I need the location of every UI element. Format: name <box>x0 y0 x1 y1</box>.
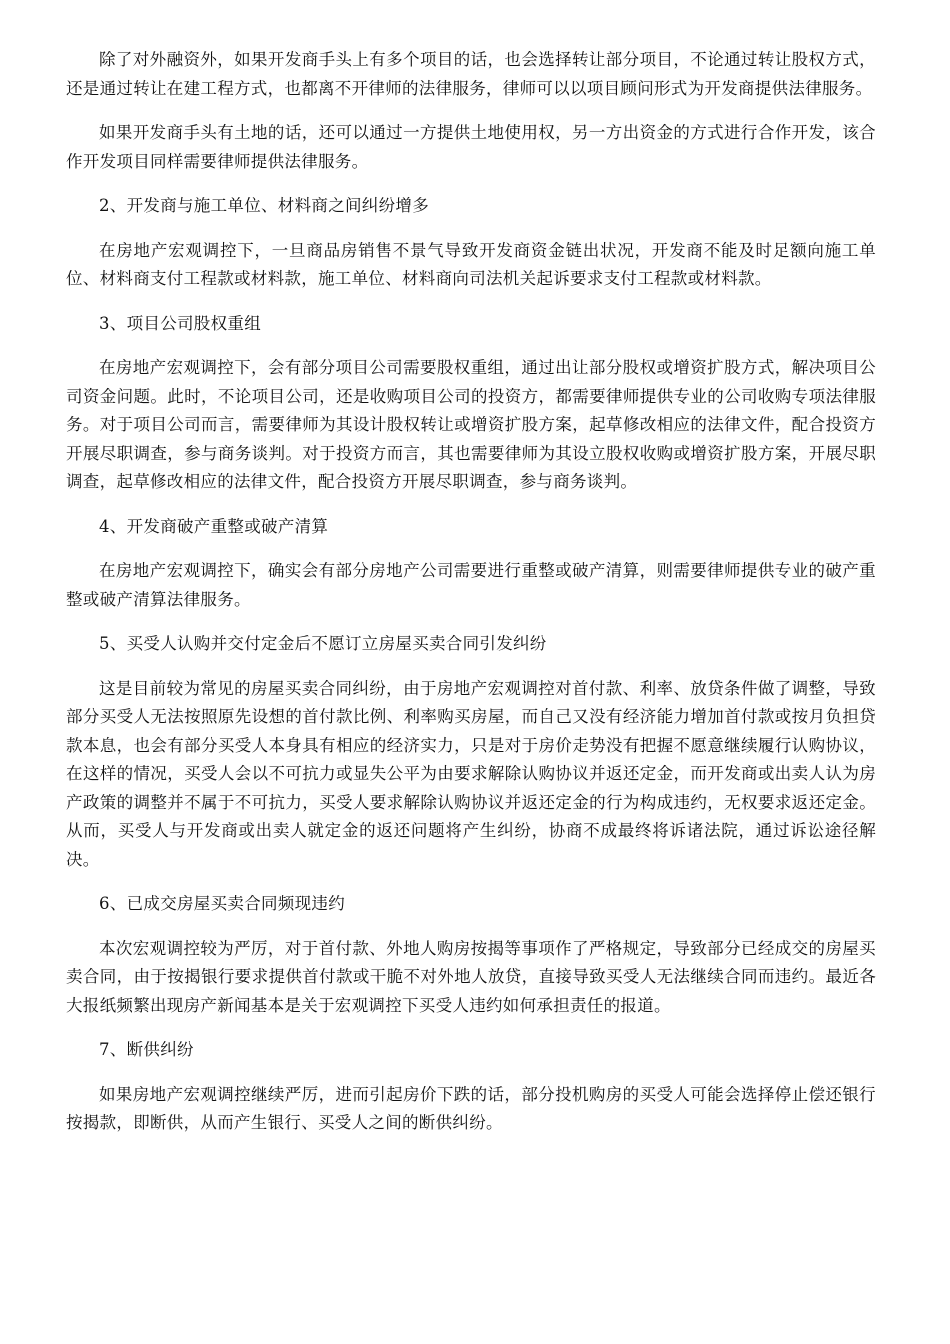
paragraph-spacer <box>66 103 876 119</box>
paragraph-spacer <box>66 541 876 557</box>
paragraph-spacer <box>66 614 876 630</box>
paragraph-spacer <box>66 919 876 935</box>
paragraph: 在房地产宏观调控下，确实会有部分房地产公司需要进行重整或破产清算，则需要律师提供专业的破产重整或破产清算法律服务。 <box>66 561 876 609</box>
paragraph-spacer <box>66 176 876 192</box>
paragraph-spacer <box>66 874 876 890</box>
section-heading: 5、买受人认购并交付定金后不愿订立房屋买卖合同引发纠纷 <box>99 634 547 653</box>
paragraph-spacer <box>66 497 876 513</box>
section-heading: 6、已成交房屋买卖合同频现违约 <box>99 894 345 913</box>
paragraph-spacer <box>66 294 876 310</box>
paragraph: 除了对外融资外，如果开发商手头上有多个项目的话，也会选择转让部分项目，不论通过转让股权方式，还是通过转让在建工程方式，也都离不开律师的法律服务，律师可以以项目顾问形式为开发商提供法律服务。 <box>66 50 876 98</box>
paragraph: 在房地产宏观调控下，一旦商品房销售不景气导致开发商资金链出状况，开发商不能及时足额向施工单位、材料商支付工程款或材料款，施工单位、材料商向司法机关起诉要求支付工程款或材料款。 <box>66 240 876 288</box>
paragraph-spacer <box>66 1020 876 1036</box>
paragraph: 如果房地产宏观调控继续严厉，进而引起房价下跌的话，部分投机购房的买受人可能会选择停止偿还银行按揭款，即断供，从而产生银行、买受人之间的断供纠纷。 <box>66 1084 876 1132</box>
paragraph-spacer <box>66 1065 876 1081</box>
paragraph: 这是目前较为常见的房屋买卖合同纠纷，由于房地产宏观调控对首付款、利率、放贷条件做了调整，导致部分买受人无法按照原先设想的首付款比例、利率购买房屋，而自己又没有经济能力增加首付款或按月负担贷款本息，也会有部分买受人本身具有相应的经济实力，只是对于房价走势没有把握不愿意继续履行认购协议，在这样的情况，买受人会以不可抗力或显失公平为由要求解除认购协议并返还定金，而开发商或出卖人认为房产政策的调整并不属于不可抗力，买受人要求解除认购协议并返还定金的行为构成违约，无权要求返还定金。从而，买受人与开发商或出卖人就定金的返还问题将产生纠纷，协商不成最终将诉诸法院，通过诉讼途径解决。 <box>66 678 876 869</box>
section-heading: 4、开发商破产重整或破产清算 <box>99 516 329 536</box>
section-heading: 2、开发商与施工单位、材料商之间纠纷增多 <box>99 196 429 215</box>
paragraph: 如果开发商手头有土地的话，还可以通过一方提供土地使用权，另一方出资金的方式进行合作开发，该合作开发项目同样需要律师提供法律服务。 <box>66 123 876 171</box>
section-heading: 7、断供纠纷 <box>99 1040 194 1059</box>
paragraph-spacer <box>66 338 876 354</box>
paragraph-spacer <box>66 221 876 237</box>
paragraph: 在房地产宏观调控下，会有部分项目公司需要股权重组，通过出让部分股权或增资扩股方式，解决项目公司资金问题。此时，不论项目公司，还是收购项目公司的投资方，都需要律师提供专业的公司收购专项法律服务。对于项目公司而言，需要律师为其设计股权转让或增资扩股方案，起草修改相应的法律文件，配合投资方开展尽职调查，参与商务谈判。对于投资方而言，其也需要律师为其设立股权收购或增资扩股方案，开展尽职调查，起草修改相应的法律文件，配合投资方开展尽职调查，参与商务谈判。 <box>66 358 876 491</box>
paragraph-spacer <box>66 659 876 675</box>
document-body <box>66 46 876 1138</box>
paragraph: 本次宏观调控较为严厉，对于首付款、外地人购房按揭等事项作了严格规定，导致部分已经成交的房屋买卖合同，由于按揭银行要求提供首付款或干脆不对外地人放贷，直接导致买受人无法继续合同而违约。最近各大报纸频繁出现房产新闻基本是关于宏观调控下买受人违约如何承担责任的报道。 <box>66 938 876 1015</box>
section-heading: 3、项目公司股权重组 <box>99 313 261 333</box>
